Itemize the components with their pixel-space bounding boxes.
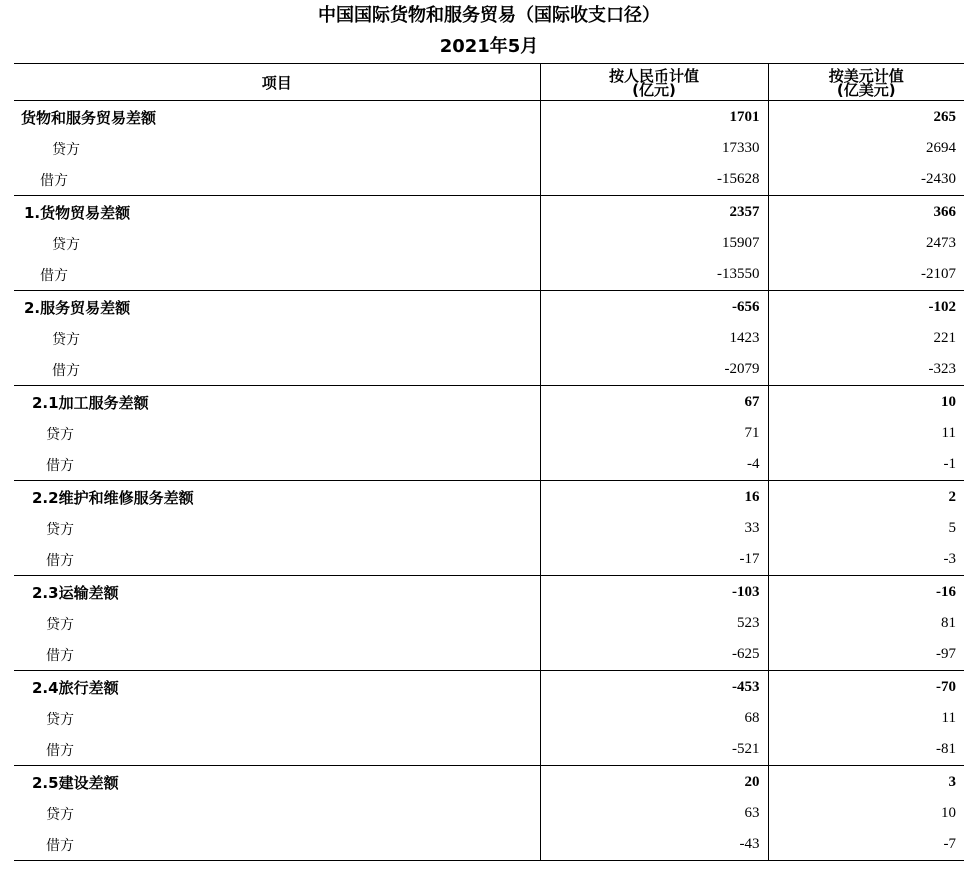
table-row-balance	[14, 481, 964, 514]
cell-rmb: -4	[540, 449, 768, 481]
table-row-credit	[14, 798, 964, 829]
cell-usd: -16	[768, 576, 964, 609]
row-label: 货物和服务贸易差额	[21, 108, 157, 127]
table-row-balance	[14, 671, 964, 704]
row-label: 借方	[14, 829, 540, 861]
cell-usd: -2430	[768, 164, 964, 196]
cell-usd: 11	[768, 418, 964, 449]
cell-usd: 11	[768, 703, 964, 734]
row-label: 贷方	[46, 521, 74, 538]
cell-rmb: 20	[540, 766, 768, 799]
row-label: 贷方	[52, 141, 80, 158]
row-label: 贷方	[46, 711, 74, 728]
row-label: 借方	[14, 734, 540, 766]
cell-rmb: -43	[540, 829, 768, 861]
cell-rmb: -521	[540, 734, 768, 766]
cell-usd: 3	[768, 766, 964, 799]
cell-usd: 265	[768, 101, 964, 134]
table-row-credit	[14, 323, 964, 354]
row-label: 贷方	[52, 331, 80, 348]
row-label: 贷方	[46, 806, 74, 823]
cell-rmb: -15628	[540, 164, 768, 196]
cell-rmb: 17330	[540, 133, 768, 164]
cell-usd: 2694	[768, 133, 964, 164]
cell-usd: 10	[768, 386, 964, 419]
table-row-credit	[14, 608, 964, 639]
row-label: 2.2维护和维修服务差额	[32, 488, 194, 507]
table-row-debit	[14, 354, 964, 386]
table-row-balance	[14, 576, 964, 609]
column-header-rmb-line1: 按人民币计值	[608, 67, 699, 85]
row-label: 借方	[14, 544, 540, 576]
cell-rmb: 1701	[540, 101, 768, 134]
row-label: 借方	[14, 354, 540, 386]
column-header-item: 项目	[14, 64, 540, 101]
table-row-balance	[14, 291, 964, 324]
table-row-credit	[14, 513, 964, 544]
cell-rmb: 67	[540, 386, 768, 419]
cell-rmb: 16	[540, 481, 768, 514]
table-row-debit	[14, 734, 964, 766]
cell-rmb: 63	[540, 798, 768, 829]
cell-rmb: -625	[540, 639, 768, 671]
row-label: 贷方	[46, 616, 74, 633]
table-header-row	[14, 64, 964, 101]
row-label: 借方	[14, 259, 540, 291]
cell-rmb: 15907	[540, 228, 768, 259]
cell-usd: -70	[768, 671, 964, 704]
cell-rmb: 33	[540, 513, 768, 544]
cell-usd: -323	[768, 354, 964, 386]
cell-rmb: 2357	[540, 196, 768, 229]
row-label: 2.服务贸易差额	[24, 298, 131, 317]
row-label: 贷方	[52, 236, 80, 253]
cell-usd: 2473	[768, 228, 964, 259]
cell-usd: -1	[768, 449, 964, 481]
column-header-usd	[768, 64, 964, 101]
cell-usd: -7	[768, 829, 964, 861]
cell-usd: -3	[768, 544, 964, 576]
table-row-debit	[14, 259, 964, 291]
cell-usd: 2	[768, 481, 964, 514]
table-row-debit	[14, 164, 964, 196]
table-row-debit	[14, 449, 964, 481]
cell-usd: 221	[768, 323, 964, 354]
page-title: 中国国际货物和服务贸易（国际收支口径）	[318, 5, 660, 26]
cell-usd: 366	[768, 196, 964, 229]
row-label: 2.1加工服务差额	[32, 393, 149, 412]
cell-usd: -81	[768, 734, 964, 766]
row-label: 借方	[14, 164, 540, 196]
table-row-debit	[14, 639, 964, 671]
row-label: 2.4旅行差额	[32, 678, 119, 697]
row-label: 2.3运输差额	[32, 583, 119, 602]
row-label: 借方	[14, 449, 540, 481]
row-label: 借方	[14, 639, 540, 671]
table-row-credit	[14, 703, 964, 734]
cell-usd: -97	[768, 639, 964, 671]
table-row-debit	[14, 829, 964, 861]
cell-rmb: -17	[540, 544, 768, 576]
table-row-credit	[14, 418, 964, 449]
row-label: 贷方	[46, 426, 74, 443]
row-label: 1.货物贸易差额	[24, 203, 131, 222]
row-label: 2.5建设差额	[32, 773, 119, 792]
table-row-balance	[14, 766, 964, 799]
cell-rmb: -656	[540, 291, 768, 324]
table-row-debit	[14, 544, 964, 576]
cell-usd: 5	[768, 513, 964, 544]
cell-usd: -2107	[768, 259, 964, 291]
column-header-usd-line1: 按美元计值	[828, 67, 904, 85]
table-row-balance	[14, 196, 964, 229]
trade-table	[14, 63, 964, 861]
cell-rmb: 71	[540, 418, 768, 449]
cell-usd: 10	[768, 798, 964, 829]
cell-usd: 81	[768, 608, 964, 639]
cell-rmb: 523	[540, 608, 768, 639]
cell-usd: -102	[768, 291, 964, 324]
table-row-credit	[14, 133, 964, 164]
column-header-rmb	[540, 64, 768, 101]
table-row-balance	[14, 386, 964, 419]
column-header-usd-line2: (亿美元)	[836, 81, 896, 99]
table-row-credit	[14, 228, 964, 259]
cell-rmb: -13550	[540, 259, 768, 291]
cell-rmb: -103	[540, 576, 768, 609]
cell-rmb: 1423	[540, 323, 768, 354]
cell-rmb: -453	[540, 671, 768, 704]
cell-rmb: 68	[540, 703, 768, 734]
page-subtitle: 2021年5月	[439, 36, 539, 57]
table-row-balance	[14, 101, 964, 134]
column-header-rmb-line2: (亿元)	[632, 81, 676, 99]
cell-rmb: -2079	[540, 354, 768, 386]
